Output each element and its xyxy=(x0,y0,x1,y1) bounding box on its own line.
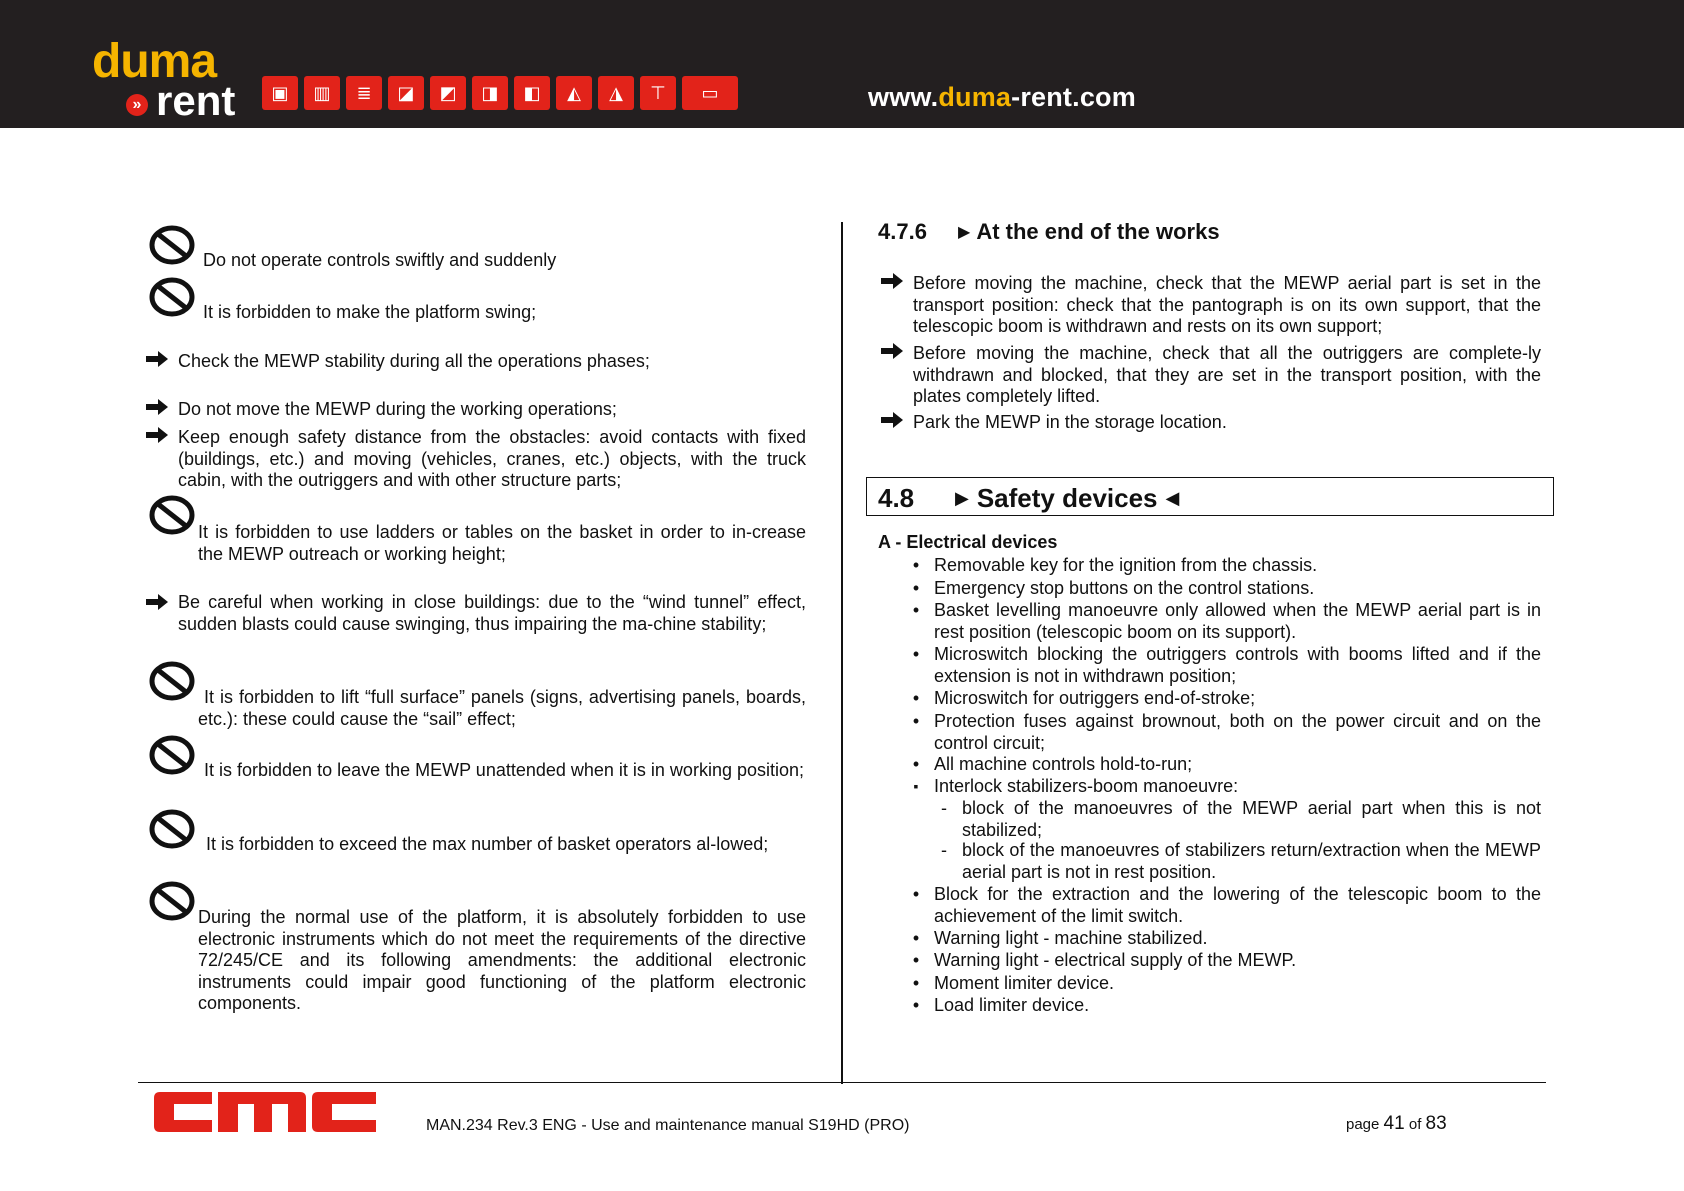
prohibition-icon xyxy=(148,734,196,776)
list-item xyxy=(912,644,1541,687)
left-item-8: It is forbidden to lift “full surface” panels (signs, advertising panels, boards, etc.): these could cause the “sail” effect; xyxy=(198,687,806,729)
list-item xyxy=(912,555,1541,577)
triangle-right-icon: ▶ xyxy=(955,488,969,508)
footer-divider xyxy=(138,1082,1546,1083)
truck-platform-icon: ▣ xyxy=(262,76,298,110)
list-item xyxy=(912,600,1541,643)
list-item-text: Load limiter device. xyxy=(934,995,1090,1015)
section-title: Safety devices xyxy=(976,483,1158,513)
list-item xyxy=(912,578,1541,600)
list-item-text: Protection fuses against brownout, both on the power circuit and on the control circuit; xyxy=(934,711,1541,753)
logo-bottom-text: rent xyxy=(156,77,236,124)
left-item-4: Do not move the MEWP during the working operations; xyxy=(178,399,617,419)
website-accent: duma xyxy=(938,82,1012,112)
arrow-bullet-icon xyxy=(144,397,170,417)
list-item-text: Block for the extraction and the lowering of the telescopic boom to the achievement of the limit switch. xyxy=(934,884,1541,926)
section-number: 4.7.6 xyxy=(878,219,927,244)
prohibition-icon xyxy=(148,224,196,266)
section-heading-4-8 xyxy=(866,477,1554,516)
prohibition-icon xyxy=(148,660,196,702)
bullet-square: ▪ xyxy=(913,778,919,794)
bullet-dot: • xyxy=(912,644,920,664)
arrow-bullet-icon xyxy=(144,592,170,612)
arrow-bullet-icon xyxy=(144,425,170,445)
section-title-wrap xyxy=(947,483,1187,514)
bullet-dot: • xyxy=(912,600,920,620)
bullet-dash: - xyxy=(941,840,947,860)
total-pages: 83 xyxy=(1425,1113,1447,1134)
left-item-3: Check the MEWP stability during all the operations phases; xyxy=(178,351,650,371)
trailer-icon: ▭ xyxy=(682,76,738,110)
scissor-lift-icon: ≣ xyxy=(346,76,382,110)
website-prefix: www. xyxy=(868,82,939,112)
triangle-right-icon: ▶ xyxy=(958,224,971,241)
cmc-logo-graphic xyxy=(150,1088,380,1136)
list-item-text: Removable key for the ignition from the chassis. xyxy=(934,555,1318,575)
bullet-dash: - xyxy=(941,798,947,818)
telehandler-icon: ◩ xyxy=(430,76,466,110)
list-item-text: Microswitch for outriggers end-of-stroke; xyxy=(934,688,1256,708)
prohibition-icon xyxy=(148,808,196,850)
arrow-bullet-icon xyxy=(879,410,905,430)
end-of-works-item-2: Before moving the machine, check that all the outriggers are complete-ly withdrawn and blocked, that they are set in the transport position, with the plates completely lifted. xyxy=(913,343,1541,406)
sub-list-item xyxy=(941,840,1541,883)
manual-reference: MAN.234 Rev.3 ENG - Use and maintenance manual S19HD (PRO) xyxy=(426,1117,910,1134)
bullet-dot: • xyxy=(912,711,920,731)
arrow-bullet-icon xyxy=(879,271,905,291)
arrow-bullet-icon xyxy=(879,341,905,361)
left-item-5: Keep enough safety distance from the obstacles: avoid contacts with fixed (buildings, etc.) and moving (vehicles, cranes, etc.) objects, with the truck cabin, with the outriggers and with other structure parts; xyxy=(178,427,806,490)
of-label: of xyxy=(1408,1116,1422,1133)
logo-arrow-icon: » xyxy=(126,94,148,116)
page-label: page xyxy=(1346,1116,1380,1133)
list-item xyxy=(912,754,1541,776)
left-item-7: Be careful when working in close buildings: due to the “wind tunnel” effect, sudden blasts could cause swinging, thus impairing the ma-chine stability; xyxy=(178,592,806,634)
scissor-lift-icon: ▥ xyxy=(304,76,340,110)
end-of-works-item-3: Park the MEWP in the storage location. xyxy=(913,412,1227,432)
left-item-6: It is forbidden to use ladders or tables on the basket in order to in-crease the MEWP outreach or working height; xyxy=(198,522,806,564)
section-heading-4-7-6 xyxy=(878,219,1220,245)
list-item-text: Microswitch blocking the outriggers controls with booms lifted and if the extension is not in withdrawn position; xyxy=(934,644,1541,686)
truck-crane-icon: ◧ xyxy=(514,76,550,110)
sub-list-item xyxy=(941,798,1541,841)
list-item xyxy=(912,950,1541,972)
list-item xyxy=(912,711,1541,754)
list-item xyxy=(912,928,1541,950)
section-title: At the end of the works xyxy=(976,219,1220,244)
logo-bottom xyxy=(92,77,236,124)
excavator-icon: ◭ xyxy=(556,76,592,110)
list-item-text: Emergency stop buttons on the control stations. xyxy=(934,578,1315,598)
tower-crane-icon: ⊤ xyxy=(640,76,676,110)
list-item-text: block of the manoeuvres of stabilizers return/extraction when the MEWP aerial part is not in rest position. xyxy=(962,840,1541,882)
list-item-text: All machine controls hold-to-run; xyxy=(934,754,1193,774)
list-item xyxy=(913,776,1541,798)
list-item-text: Moment limiter device. xyxy=(934,973,1115,993)
list-item-text: Warning light - machine stabilized. xyxy=(934,928,1208,948)
list-item-text: Basket levelling manoeuvre only allowed when the MEWP aerial part is in rest position (telescopic boom on its support). xyxy=(934,600,1541,642)
prohibition-icon xyxy=(148,880,196,922)
bullet-dot: • xyxy=(912,754,920,774)
left-item-1: Do not operate controls swiftly and suddenly xyxy=(203,250,557,270)
bullet-dot: • xyxy=(912,578,920,598)
current-page: 41 xyxy=(1383,1113,1405,1134)
column-divider xyxy=(841,222,843,1084)
website-link[interactable] xyxy=(868,82,1136,113)
bullet-dot: • xyxy=(912,688,920,708)
bullet-dot: • xyxy=(912,973,920,993)
left-item-2: It is forbidden to make the platform swing; xyxy=(203,302,537,322)
bullet-dot: • xyxy=(912,950,920,970)
left-item-11: During the normal use of the platform, it is absolutely forbidden to use electronic instruments which do not meet the requirements of the directive 72/245/CE and its following amendments: the additional electronic instruments could impair good functioning of the platform electronic components. xyxy=(198,907,806,1013)
compact-loader-icon: ◨ xyxy=(472,76,508,110)
left-item-10: It is forbidden to exceed the max number of basket operators al-lowed; xyxy=(206,834,769,854)
subsection-heading: A - Electrical devices xyxy=(878,532,1058,552)
prohibition-icon xyxy=(148,494,196,536)
spider-lift-icon: ◪ xyxy=(388,76,424,110)
duma-rent-logo[interactable] xyxy=(92,35,236,124)
list-item-text: block of the manoeuvres of the MEWP aerial part when this is not stabilized; xyxy=(962,798,1541,840)
website-suffix: -rent.com xyxy=(1011,82,1136,112)
list-item-text: Warning light - electrical supply of the MEWP. xyxy=(934,950,1297,970)
cmc-logo xyxy=(150,1088,380,1141)
list-item xyxy=(912,973,1541,995)
bullet-dot: • xyxy=(912,884,920,904)
triangle-left-icon: ◀ xyxy=(1165,488,1180,508)
bullet-dot: • xyxy=(912,555,920,575)
prohibition-icon xyxy=(148,276,196,318)
list-item-text: Interlock stabilizers-boom manoeuvre: xyxy=(934,776,1239,796)
logo-top-text: duma xyxy=(92,35,217,88)
list-item xyxy=(912,995,1541,1017)
left-item-9: It is forbidden to leave the MEWP unattended when it is in working position; xyxy=(204,760,805,780)
section-number: 4.8 xyxy=(878,483,915,513)
machine-icons-bar xyxy=(262,76,738,110)
page-number xyxy=(1346,1113,1447,1135)
arrow-bullet-icon xyxy=(144,349,170,369)
end-of-works-item-1: Before moving the machine, check that the MEWP aerial part is set in the transport position: check that the pantograph is on its own support, that the telescopic boom is withdrawn and rests on its own support; xyxy=(913,273,1541,336)
articulated-boom-icon: ◮ xyxy=(598,76,634,110)
list-item xyxy=(912,688,1541,710)
list-item xyxy=(912,884,1541,927)
page-header xyxy=(0,0,1684,128)
bullet-dot: • xyxy=(912,995,920,1015)
bullet-dot: • xyxy=(912,928,920,948)
